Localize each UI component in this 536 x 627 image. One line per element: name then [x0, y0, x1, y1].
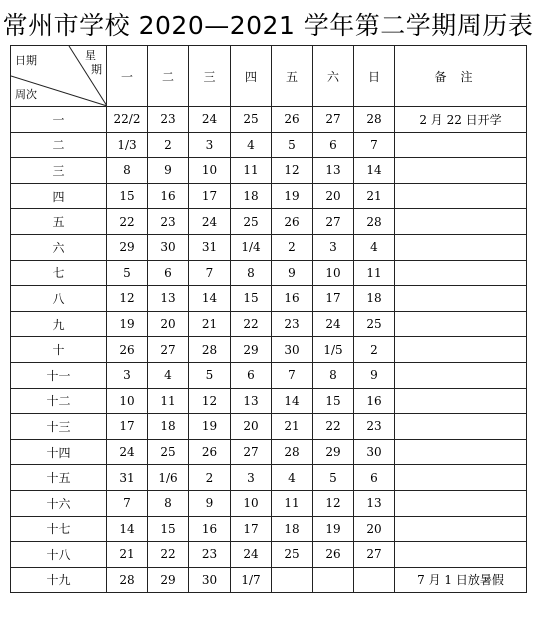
header-row: [11, 46, 527, 107]
date-cell: 12: [313, 490, 354, 516]
date-cell: 11: [354, 260, 395, 286]
date-cell: 29: [107, 234, 148, 260]
date-cell: 27: [231, 439, 272, 465]
date-cell: 5: [313, 465, 354, 491]
date-cell: 13: [231, 388, 272, 414]
date-cell: 5: [107, 260, 148, 286]
table-row: [11, 465, 527, 491]
date-cell: 22: [107, 209, 148, 235]
date-cell: 19: [272, 183, 313, 209]
date-cell: 17: [107, 414, 148, 440]
week-number-cell: 七: [11, 260, 107, 286]
date-cell: 22: [231, 311, 272, 337]
date-cell: 29: [148, 567, 189, 593]
table-row: [11, 260, 527, 286]
date-cell: 9: [189, 490, 231, 516]
table-row: [11, 516, 527, 542]
date-cell: 7: [107, 490, 148, 516]
date-cell: 26: [189, 439, 231, 465]
table-row: [11, 388, 527, 414]
date-cell: 28: [107, 567, 148, 593]
date-cell: 10: [231, 490, 272, 516]
table-row: [11, 234, 527, 260]
date-cell: 18: [272, 516, 313, 542]
date-cell: 19: [313, 516, 354, 542]
date-cell: 21: [354, 183, 395, 209]
date-cell: 13: [354, 490, 395, 516]
date-cell: 14: [189, 286, 231, 312]
date-cell: 20: [231, 414, 272, 440]
date-cell: 17: [189, 183, 231, 209]
week-number-cell: 十一: [11, 362, 107, 388]
week-number-cell: 十四: [11, 439, 107, 465]
date-cell: 23: [148, 107, 189, 133]
date-cell: 20: [148, 311, 189, 337]
date-cell: 16: [189, 516, 231, 542]
date-cell: 23: [148, 209, 189, 235]
date-cell: 16: [148, 183, 189, 209]
date-cell: 1/6: [148, 465, 189, 491]
date-cell: 29: [313, 439, 354, 465]
note-cell: [395, 209, 527, 235]
date-cell: 7: [189, 260, 231, 286]
date-cell: 25: [148, 439, 189, 465]
table-row: [11, 439, 527, 465]
week-number-cell: 八: [11, 286, 107, 312]
date-cell: 26: [272, 107, 313, 133]
date-cell: 14: [107, 516, 148, 542]
table-row: [11, 209, 527, 235]
date-cell: 23: [272, 311, 313, 337]
date-cell: 21: [272, 414, 313, 440]
date-cell: 15: [148, 516, 189, 542]
date-cell: 13: [148, 286, 189, 312]
date-cell: 26: [313, 542, 354, 568]
date-cell: 25: [231, 209, 272, 235]
date-cell: 8: [313, 362, 354, 388]
date-cell: 24: [189, 209, 231, 235]
date-cell: 5: [272, 132, 313, 158]
date-cell: 14: [272, 388, 313, 414]
date-cell: 26: [272, 209, 313, 235]
date-cell: 22: [148, 542, 189, 568]
date-cell: 20: [354, 516, 395, 542]
date-cell: 4: [354, 234, 395, 260]
note-cell: [395, 183, 527, 209]
date-cell: 21: [189, 311, 231, 337]
date-cell: 6: [148, 260, 189, 286]
day-header: 六: [313, 46, 354, 107]
table-row: [11, 107, 527, 133]
week-number-cell: 十六: [11, 490, 107, 516]
table-row: [11, 490, 527, 516]
date-cell: 24: [231, 542, 272, 568]
note-cell: [395, 465, 527, 491]
corner-label-date: 日期: [15, 54, 37, 67]
date-cell: 11: [272, 490, 313, 516]
date-cell: 22: [313, 414, 354, 440]
date-cell: 8: [231, 260, 272, 286]
note-cell: [395, 490, 527, 516]
date-cell: 3: [231, 465, 272, 491]
table-row: [11, 158, 527, 184]
date-cell: 2: [354, 337, 395, 363]
date-cell: 17: [231, 516, 272, 542]
calendar-body: [11, 107, 527, 593]
corner-label-qi: 期: [91, 63, 102, 76]
date-cell: 7: [354, 132, 395, 158]
date-cell: 4: [231, 132, 272, 158]
date-cell: 30: [354, 439, 395, 465]
date-cell: 27: [354, 542, 395, 568]
date-cell: 26: [107, 337, 148, 363]
date-cell: 20: [313, 183, 354, 209]
date-cell: 24: [189, 107, 231, 133]
note-cell: 2 月 22 日开学: [395, 107, 527, 133]
date-cell: 9: [354, 362, 395, 388]
date-cell: 28: [354, 209, 395, 235]
date-cell: 6: [354, 465, 395, 491]
date-cell: 2: [148, 132, 189, 158]
week-number-cell: 九: [11, 311, 107, 337]
date-cell: 30: [272, 337, 313, 363]
date-cell: 7: [272, 362, 313, 388]
note-cell: [395, 234, 527, 260]
date-cell: 4: [148, 362, 189, 388]
corner-label-week-no: 周次: [15, 88, 37, 101]
table-row: [11, 132, 527, 158]
date-cell: 16: [354, 388, 395, 414]
date-cell: 22/2: [107, 107, 148, 133]
date-cell: 5: [189, 362, 231, 388]
date-cell: 15: [313, 388, 354, 414]
week-number-cell: 四: [11, 183, 107, 209]
date-cell: [313, 567, 354, 593]
date-cell: 18: [148, 414, 189, 440]
note-cell: 7 月 1 日放暑假: [395, 567, 527, 593]
date-cell: 12: [107, 286, 148, 312]
date-cell: 17: [313, 286, 354, 312]
date-cell: 8: [107, 158, 148, 184]
date-cell: 30: [189, 567, 231, 593]
date-cell: 12: [189, 388, 231, 414]
note-cell: [395, 286, 527, 312]
note-cell: [395, 132, 527, 158]
table-row: [11, 567, 527, 593]
day-header: 三: [189, 46, 231, 107]
table-row: [11, 414, 527, 440]
date-cell: 27: [313, 209, 354, 235]
note-cell: [395, 362, 527, 388]
date-cell: 2: [189, 465, 231, 491]
date-cell: 24: [313, 311, 354, 337]
date-cell: 23: [189, 542, 231, 568]
date-cell: 10: [313, 260, 354, 286]
day-header: 二: [148, 46, 189, 107]
date-cell: 24: [107, 439, 148, 465]
date-cell: 3: [107, 362, 148, 388]
date-cell: 9: [272, 260, 313, 286]
day-header: 一: [107, 46, 148, 107]
date-cell: 18: [354, 286, 395, 312]
date-cell: 1/4: [231, 234, 272, 260]
week-number-cell: 二: [11, 132, 107, 158]
date-cell: 19: [189, 414, 231, 440]
table-row: [11, 362, 527, 388]
date-cell: 12: [272, 158, 313, 184]
table-row: [11, 542, 527, 568]
date-cell: 4: [272, 465, 313, 491]
date-cell: 31: [189, 234, 231, 260]
date-cell: 10: [189, 158, 231, 184]
date-cell: 11: [231, 158, 272, 184]
date-cell: 28: [354, 107, 395, 133]
week-number-cell: 五: [11, 209, 107, 235]
date-cell: 6: [313, 132, 354, 158]
date-cell: 27: [313, 107, 354, 133]
week-number-cell: 十三: [11, 414, 107, 440]
date-cell: 8: [148, 490, 189, 516]
week-number-cell: 一: [11, 107, 107, 133]
note-cell: [395, 311, 527, 337]
date-cell: 13: [313, 158, 354, 184]
date-cell: 10: [107, 388, 148, 414]
note-cell: [395, 414, 527, 440]
note-cell: [395, 516, 527, 542]
date-cell: 3: [313, 234, 354, 260]
date-cell: 31: [107, 465, 148, 491]
note-cell: [395, 260, 527, 286]
table-row: [11, 286, 527, 312]
date-cell: 11: [148, 388, 189, 414]
week-number-cell: 十八: [11, 542, 107, 568]
date-cell: 29: [231, 337, 272, 363]
day-header: 五: [272, 46, 313, 107]
date-cell: 25: [272, 542, 313, 568]
note-header: 备注: [395, 46, 527, 107]
date-cell: 9: [148, 158, 189, 184]
week-number-cell: 十九: [11, 567, 107, 593]
date-cell: 3: [189, 132, 231, 158]
date-cell: 16: [272, 286, 313, 312]
date-cell: 28: [189, 337, 231, 363]
date-cell: 1/5: [313, 337, 354, 363]
table-row: [11, 337, 527, 363]
date-cell: 1/3: [107, 132, 148, 158]
date-cell: 28: [272, 439, 313, 465]
day-header: 四: [231, 46, 272, 107]
date-cell: 21: [107, 542, 148, 568]
date-cell: [354, 567, 395, 593]
note-cell: [395, 158, 527, 184]
date-cell: 15: [231, 286, 272, 312]
week-number-cell: 十: [11, 337, 107, 363]
week-calendar-table: [10, 45, 527, 593]
date-cell: 30: [148, 234, 189, 260]
corner-header-cell: [11, 46, 107, 107]
date-cell: [272, 567, 313, 593]
corner-label-star: 星: [85, 49, 96, 62]
date-cell: 25: [354, 311, 395, 337]
week-number-cell: 十五: [11, 465, 107, 491]
date-cell: 27: [148, 337, 189, 363]
note-cell: [395, 337, 527, 363]
note-cell: [395, 439, 527, 465]
note-cell: [395, 542, 527, 568]
date-cell: 15: [107, 183, 148, 209]
date-cell: 2: [272, 234, 313, 260]
table-row: [11, 183, 527, 209]
week-number-cell: 十二: [11, 388, 107, 414]
date-cell: 19: [107, 311, 148, 337]
date-cell: 6: [231, 362, 272, 388]
date-cell: 25: [231, 107, 272, 133]
note-cell: [395, 388, 527, 414]
week-number-cell: 十七: [11, 516, 107, 542]
day-header: 日: [354, 46, 395, 107]
date-cell: 14: [354, 158, 395, 184]
date-cell: 23: [354, 414, 395, 440]
week-number-cell: 三: [11, 158, 107, 184]
page-title: 常州市学校 2020—2021 学年第二学期周历表: [2, 11, 534, 40]
week-number-cell: 六: [11, 234, 107, 260]
table-row: [11, 311, 527, 337]
date-cell: 18: [231, 183, 272, 209]
date-cell: 1/7: [231, 567, 272, 593]
